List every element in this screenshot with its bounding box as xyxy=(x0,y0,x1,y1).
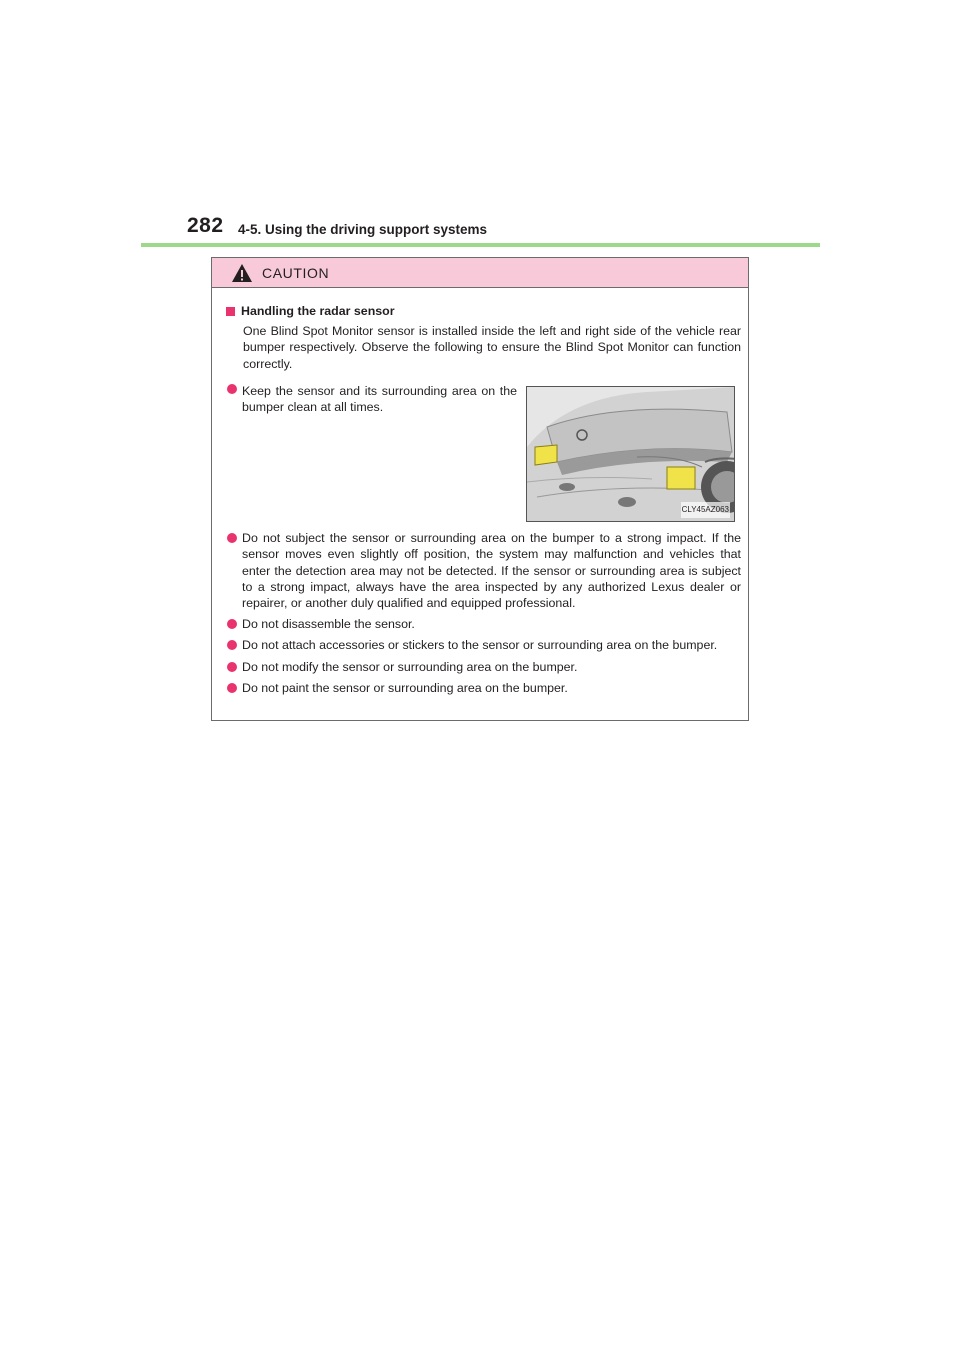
round-bullet-icon xyxy=(227,662,237,672)
bullet-list xyxy=(226,530,741,696)
list-item-text: Do not paint the sensor or surrounding area on the bumper. xyxy=(242,680,568,695)
list-item-text: Keep the sensor and its surrounding area on the bumper clean at all times. xyxy=(242,383,517,415)
warning-triangle-icon xyxy=(231,263,253,283)
round-bullet-icon xyxy=(227,384,237,394)
list-item-text: Do not disassemble the sensor. xyxy=(242,617,415,632)
list-item xyxy=(226,381,517,415)
left-sensor-area xyxy=(535,445,557,465)
bumper-sensor-illustration xyxy=(526,386,735,522)
list-item xyxy=(226,637,741,653)
list-item-text: Do not modify the sensor or surrounding area on the bumper. xyxy=(242,659,578,674)
caution-label: CAUTION xyxy=(262,264,330,281)
list-item-text: Do not subject the sensor or surrounding area on the bumper to a strong impact. If the sensor moves even slightly off position, the system may malfunction and vehicles that enter the detection area may not be detected. If the sensor or surrounding area is subject to a strong impact, always have the area inspected by any authorized Lexus dealer or repairer, or another duly qualified and equipped professional. xyxy=(242,531,741,611)
caution-body xyxy=(212,288,748,696)
right-sensor-area xyxy=(667,467,695,489)
list-item-text: Do not attach accessories or stickers to the sensor or surrounding area on the bumper. xyxy=(242,638,718,653)
list-item xyxy=(226,530,741,611)
page-number: 282 xyxy=(187,214,224,237)
caution-box xyxy=(211,257,749,721)
round-bullet-icon xyxy=(227,640,237,650)
figure-code: CLY45AZ063 xyxy=(681,502,730,518)
caution-header xyxy=(212,258,748,288)
subheading xyxy=(226,303,741,319)
list-item xyxy=(226,659,741,675)
square-bullet-icon xyxy=(226,307,235,316)
list-item xyxy=(226,680,741,696)
intro-paragraph: One Blind Spot Monitor sensor is installed inside the left and right side of the vehicle rear bumper respectively. Observe the following to ensure the Blind Spot Monitor can function correctly. xyxy=(243,324,741,371)
round-bullet-icon xyxy=(227,683,237,693)
round-bullet-icon xyxy=(227,619,237,629)
list-item xyxy=(226,616,741,632)
round-bullet-icon xyxy=(227,533,237,543)
header-rule xyxy=(141,243,820,247)
subheading-text: Handling the radar sensor xyxy=(241,304,395,318)
section-title: 4-5. Using the driving support systems xyxy=(238,222,488,237)
